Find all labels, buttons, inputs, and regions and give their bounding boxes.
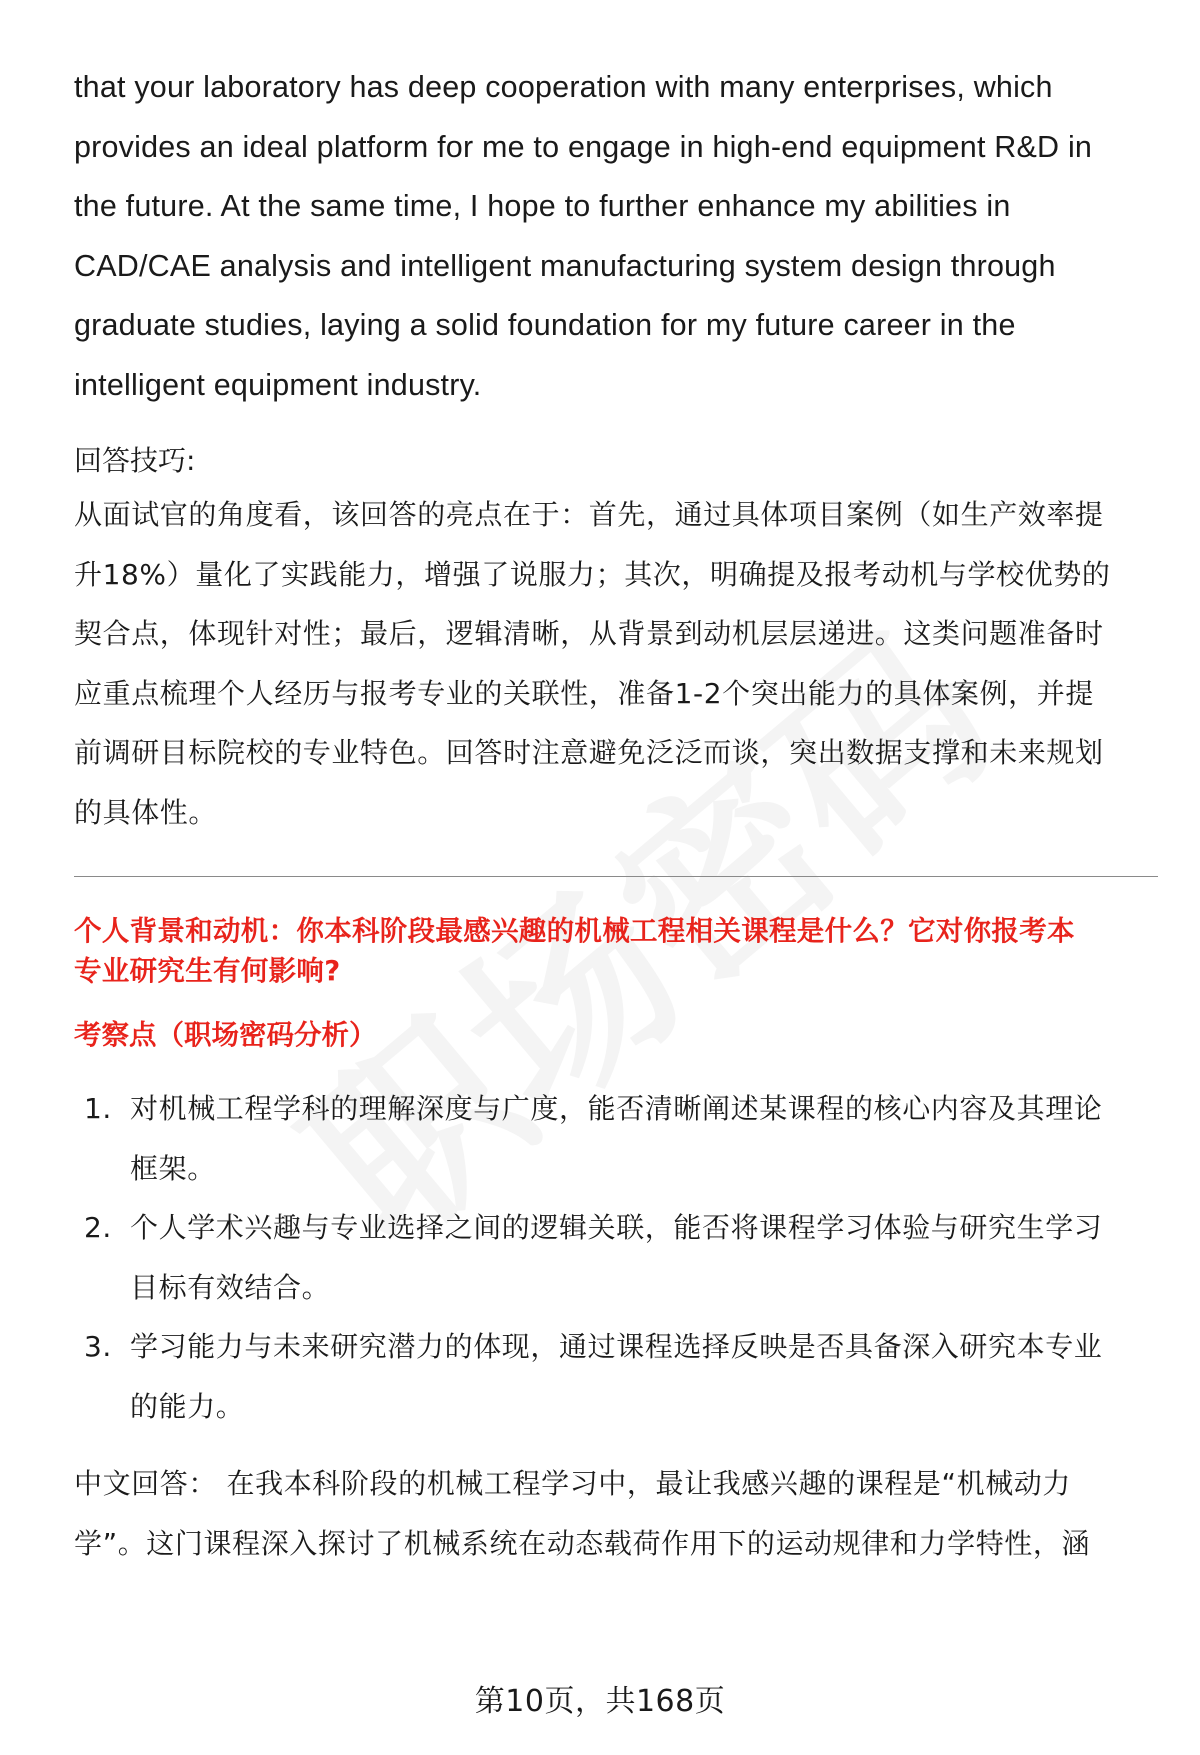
text-line: intelligent equipment industry. [74, 367, 482, 402]
text-line: 从面试官的角度看，该回答的亮点在于：首先，通过具体项目案例（如生产效率提 [74, 498, 1104, 531]
text-line: 个人学术兴趣与专业选择之间的逻辑关联，能否将课程学习体验与研究生学习 [130, 1211, 1103, 1244]
list-item [74, 1079, 1158, 1198]
list-number: 1. [84, 1092, 112, 1125]
tips-label: 回答技巧: [74, 444, 196, 477]
list-item [74, 1317, 1158, 1436]
tips-paragraph [74, 485, 1158, 842]
text-line: provides an ideal platform for me to engage in high-end equipment R&D in [74, 129, 1093, 164]
text-line: 目标有效结合。 [130, 1270, 331, 1304]
text-line: 前调研目标院校的专业特色。回答时注意避免泛泛而谈，突出数据支撑和未来规划 [74, 736, 1104, 769]
text-line: 的具体性。 [74, 795, 218, 829]
text-line: 框架。 [130, 1151, 216, 1185]
text-line: 升18%）量化了实践能力，增强了说服力；其次，明确提及报考动机与学校优势的 [74, 557, 1111, 591]
text-line: that your laboratory has deep cooperation with many enterprises, which [74, 70, 1053, 104]
text-line: 契合点，体现针对性；最后，逻辑清晰，从背景到动机层层递进。这类问题准备时 [74, 617, 1104, 650]
intro-paragraph [74, 58, 1158, 415]
chinese-answer [74, 1454, 1158, 1573]
document-page [74, 58, 1158, 1573]
text-line: 专业研究生有何影响? [74, 955, 341, 987]
section-divider [74, 876, 1158, 877]
analysis-heading: 考察点（职场密码分析） [74, 1019, 377, 1051]
text-line: 的能力。 [130, 1389, 245, 1423]
page-footer: 第10页，共168页 [474, 1684, 726, 1719]
list-number: 2. [84, 1211, 112, 1244]
question-title [74, 911, 1158, 991]
text-line: 中文回答： 在我本科阶段的机械工程学习中，最让我感兴趣的课程是“机械动力 [74, 1467, 1072, 1500]
list-number: 3. [84, 1330, 112, 1363]
text-line: graduate studies, laying a solid foundation for my future career in the [74, 308, 1016, 342]
text-line: 对机械工程学科的理解深度与广度，能否清晰阐述某课程的核心内容及其理论 [130, 1092, 1103, 1125]
analysis-points-list [74, 1079, 1158, 1436]
text-line: the future. At the same time, I hope to further enhance my abilities in [74, 189, 1011, 223]
list-item [74, 1198, 1158, 1317]
text-line: 学”。这门课程深入探讨了机械系统在动态载荷作用下的运动规律和力学特性，涵 [74, 1526, 1091, 1560]
text-line: CAD/CAE analysis and intelligent manufacturing system design through [74, 248, 1056, 283]
text-line: 个人背景和动机：你本科阶段最感兴趣的机械工程相关课程是什么？它对你报考本 [74, 915, 1075, 947]
text-line: 学习能力与未来研究潜力的体现，通过课程选择反映是否具备深入研究本专业 [130, 1330, 1103, 1363]
text-line: 应重点梳理个人经历与报考专业的关联性，准备1-2个突出能力的具体案例，并提 [74, 676, 1094, 710]
